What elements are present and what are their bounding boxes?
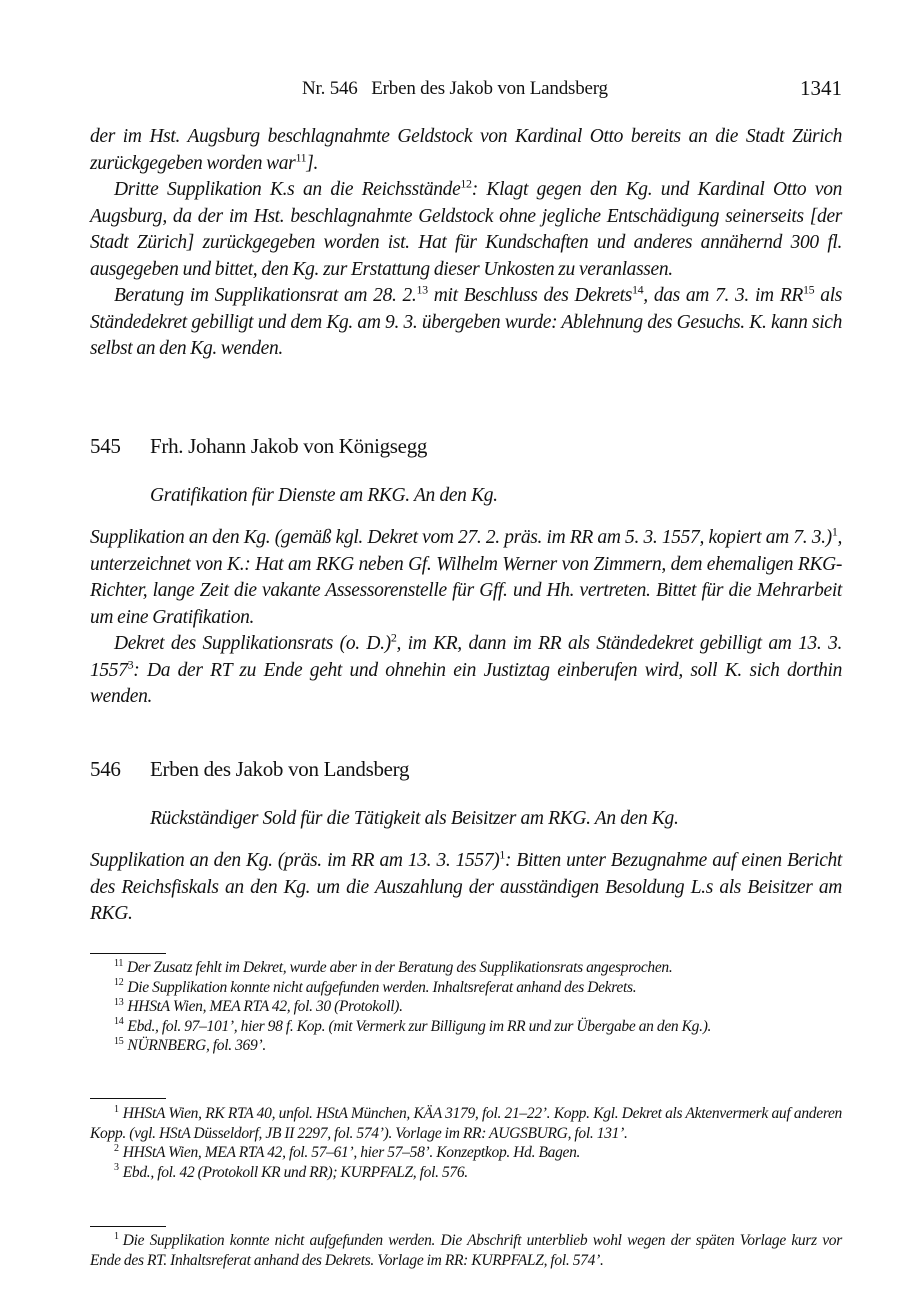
footnote: $^{14}$ Ebd., fol. 97–101’, hier 98 f. Kop. (mit Vermerk zur Billigung im RR und zur Übergabe an den Kg.). <box>114 1016 712 1035</box>
running-head-title: Nr. 546 Erben des Jakob von Landsberg <box>302 78 608 99</box>
entry-number: 545 <box>90 434 121 458</box>
footnote: $^{15}$ NÜRNBERG, fol. 369’. <box>114 1035 266 1054</box>
footnotes-545 <box>90 1104 842 1182</box>
entry-title: Erben des Jakob von Landsberg <box>150 757 410 781</box>
footnote-rule <box>90 1098 166 1099</box>
footnotes-546 <box>90 1231 842 1270</box>
footnote: $^{11}$ Der Zusatz fehlt im Dekret, wurde aber in der Beratung des Supplikationsrats angesprochen. <box>114 957 673 976</box>
footnote: $^2$ HHStA Wien, MEA RTA 42, fol. 57–61’, hier 57–58’. Konzeptkop. Hd. Bagen. <box>114 1142 581 1161</box>
continuation-text <box>90 124 842 363</box>
paragraph: Beratung im Supplikationsrat am 28. 2.13 mit Beschluss des Dekrets$^{14}$, das am 7. 3. im RR$^{15}$ als Ständedekret gebilligt und dem Kg. am 9. 3. übergeben wurde: Ablehnung des Gesuchs. K. kann sich selbst an den Kg. wenden. <box>90 282 843 359</box>
paragraph: der im Hst. Augsburg beschlagnahmte Geldstock von Kardinal Otto bereits an die Stadt Zürich zurückgegeben worden war$^{11}$]. <box>90 126 842 174</box>
footnote: $^1$ HHStA Wien, RK RTA 40, unfol. HStA München, KÄA 3179, fol. 21–22’. Kopp. Kgl. Dekret als Aktenvermerk auf anderen Kopp. (vgl. HStA Düsseldorf, JB II 2297, fol. 574’). Vorlage im RR: AUGSBURG, fol. 131’. <box>90 1103 842 1142</box>
footnote-rule <box>90 953 166 954</box>
footnote-ref[interactable]: 11 <box>295 150 307 164</box>
footnote: $^1$ Die Supplikation konnte nicht aufgefunden werden. Die Abschrift unterblieb wohl wegen der späten Vorlage kurz vor Ende des RT. Inhaltsreferat anhand des Dekrets. Vorlage im RR: KURPFALZ, fol. 574’. <box>90 1230 842 1269</box>
paragraph: Dekret des Supplikationsrats (o. D.)$^2$, im KR, dann im RR als Ständedekret gebilligt am 13. 3. 1557$^3$: Da der RT zu Ende geht und ohnehin ein Justiztag einberufen wird, soll K. sich dorthin wenden. <box>90 630 843 707</box>
footnote-ref[interactable]: 12 <box>460 176 472 191</box>
page-number: 1341 <box>800 76 842 100</box>
footnote-rule <box>90 1226 166 1227</box>
entry-regest: Gratifikation für Dienste am RKG. An den Kg. <box>150 485 498 506</box>
footnote-ref[interactable]: 14 <box>631 282 644 297</box>
footnote: $^{12}$ Die Supplikation konnte nicht aufgefunden werden. Inhaltsreferat anhand des Dekrets. <box>114 977 637 996</box>
entry-body-546 <box>90 848 842 928</box>
entry-regest: Rückständiger Sold für die Tätigkeit als Beisitzer am RKG. An den Kg. <box>150 808 679 829</box>
paragraph: Supplikation an den Kg. (präs. im RR am 13. 3. 1557)$^1$: Bitten unter Bezugnahme auf einen Bericht des Reichsfiskals an den Kg. um die Auszahlung der ausständigen Besoldung L.s als Beisitzer am RKG. <box>90 847 842 924</box>
paragraph: Dritte Supplikation K.s an die Reichsstände$^{12}$: Klagt gegen den Kg. und Kardinal Otto von Augsburg, da der im Hst. beschlagnahmte Geldstock ohne jegliche Entschädigung seinerseits [der Stadt Zürich] zurückgegeben worden ist. Hat für Kundschaften und anderes annähernd 300 fl. ausgegeben und bittet, den Kg. zur Erstattung dieser Unkosten zu veranlassen. <box>90 176 842 280</box>
footnotes-544 <box>90 958 842 1056</box>
footnote: $^{13}$ HHStA Wien, MEA RTA 42, fol. 30 (Protokoll). <box>114 996 403 1015</box>
entry-title: Frh. Johann Jakob von Königsegg <box>150 434 428 458</box>
footnote-ref[interactable]: 3 <box>127 657 134 671</box>
footnote-ref[interactable]: 1 <box>499 847 506 862</box>
footnote-ref[interactable]: 1 <box>831 524 838 539</box>
footnote: $^3$ Ebd., fol. 42 (Protokoll KR und RR); KURPFALZ, fol. 576. <box>114 1162 468 1181</box>
footnote-ref[interactable]: 2 <box>390 630 397 645</box>
footnote-ref[interactable]: 15 <box>802 282 815 297</box>
entry-body-545 <box>90 525 842 711</box>
footnote-ref[interactable]: 13 <box>416 282 428 297</box>
entry-number: 546 <box>90 757 121 781</box>
paragraph: Supplikation an den Kg. (gemäß kgl. Dekret vom 27. 2. präs. im RR am 5. 3. 1557, kopiert am 7. 3.)$^1$, unterzeichnet von K.: Hat am RKG neben Gf. Wilhelm Werner von Zimmern, dem ehemaligen RKG-Richter, lange Zeit die vakante Assessorenstelle für Gff. und Hh. vertreten. Bittet für die Mehrarbeit um eine Gratifikation. <box>90 524 842 628</box>
entry-heading-546 <box>90 757 409 782</box>
running-head <box>90 78 842 106</box>
entry-heading-545 <box>90 434 427 459</box>
